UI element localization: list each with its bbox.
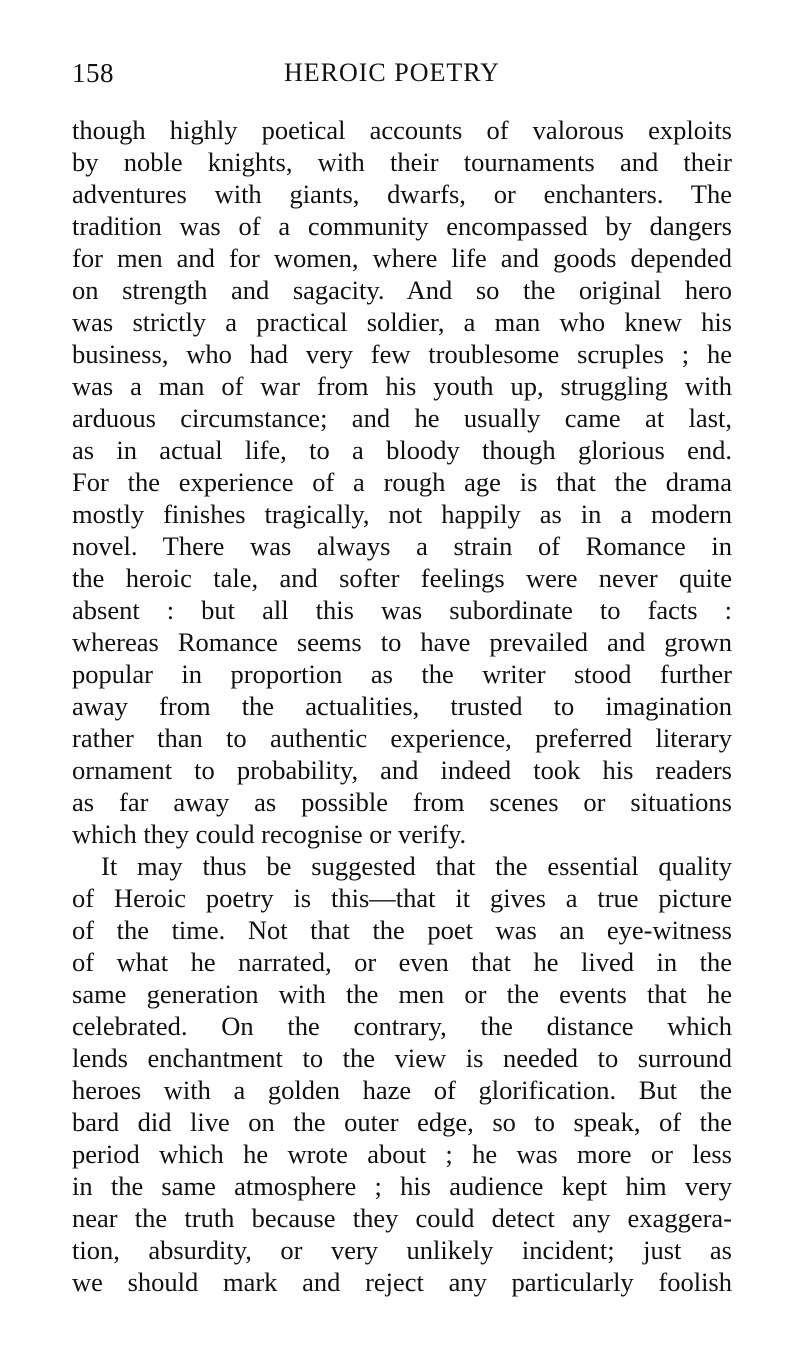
- text-line: rather than to authentic experience, preferred literary: [72, 723, 732, 753]
- text-line: mostly finishes tragically, not happily as in a modern: [72, 499, 732, 529]
- text-line: was a man of war from his youth up, struggling with: [72, 371, 732, 401]
- text-line: ornament to probability, and indeed took his readers: [72, 755, 732, 785]
- text-line: which they could recognise or verify.: [72, 819, 467, 849]
- text-line: on strength and sagacity. And so the original hero: [72, 275, 732, 305]
- text-line: of Heroic poetry is this—that it gives a true picture: [72, 883, 732, 913]
- text-line: by noble knights, with their tournaments and their: [72, 147, 732, 177]
- paragraph-2: [72, 850, 732, 1298]
- text-line: tradition was of a community encompassed by dangers: [72, 211, 732, 241]
- paragraph-1: [72, 114, 732, 850]
- text-line: whereas Romance seems to have prevailed and grown: [72, 627, 732, 657]
- text-line: though highly poetical accounts of valorous exploits: [72, 115, 732, 145]
- text-line: same generation with the men or the events that he: [72, 979, 732, 1009]
- body-text: [72, 114, 732, 1298]
- text-line: It may thus be suggested that the essential quality: [101, 851, 732, 881]
- text-line: business, who had very few troublesome scruples ; he: [72, 339, 732, 369]
- text-line: the heroic tale, and softer feelings were never quite: [72, 563, 732, 593]
- text-line: in the same atmosphere ; his audience kept him very: [72, 1171, 732, 1201]
- running-head: [72, 56, 732, 96]
- text-line: near the truth because they could detect any exaggera-: [72, 1203, 732, 1233]
- page-number: 158: [72, 58, 114, 88]
- text-line: away from the actualities, trusted to imagination: [72, 691, 732, 721]
- text-line: was strictly a practical soldier, a man who knew his: [72, 307, 732, 337]
- text-line: we should mark and reject any particularly foolish: [72, 1267, 732, 1297]
- text-line: lends enchantment to the view is needed to surround: [72, 1043, 732, 1073]
- text-line: arduous circumstance; and he usually came at last,: [72, 403, 732, 433]
- text-line: as far away as possible from scenes or situations: [72, 787, 732, 817]
- text-line: absent : but all this was subordinate to facts :: [72, 595, 732, 625]
- text-line: for men and for women, where life and goods depended: [72, 243, 732, 273]
- text-line: celebrated. On the contrary, the distance which: [72, 1011, 732, 1041]
- text-line: novel. There was always a strain of Romance in: [72, 531, 732, 561]
- text-line: For the experience of a rough age is that the drama: [72, 467, 732, 497]
- text-line: adventures with giants, dwarfs, or enchanters. The: [72, 179, 732, 209]
- text-line: tion, absurdity, or very unlikely incident; just as: [72, 1235, 732, 1265]
- text-line: period which he wrote about ; he was more or less: [72, 1139, 732, 1169]
- text-line: of what he narrated, or even that he lived in the: [72, 947, 732, 977]
- text-line: popular in proportion as the writer stood further: [72, 659, 732, 689]
- text-line: of the time. Not that the poet was an eye-witness: [72, 915, 732, 945]
- running-title: HEROIC POETRY: [284, 58, 500, 87]
- text-line: heroes with a golden haze of glorification. But the: [72, 1075, 732, 1105]
- text-line: bard did live on the outer edge, so to speak, of the: [72, 1107, 732, 1137]
- text-line: as in actual life, to a bloody though glorious end.: [72, 435, 732, 465]
